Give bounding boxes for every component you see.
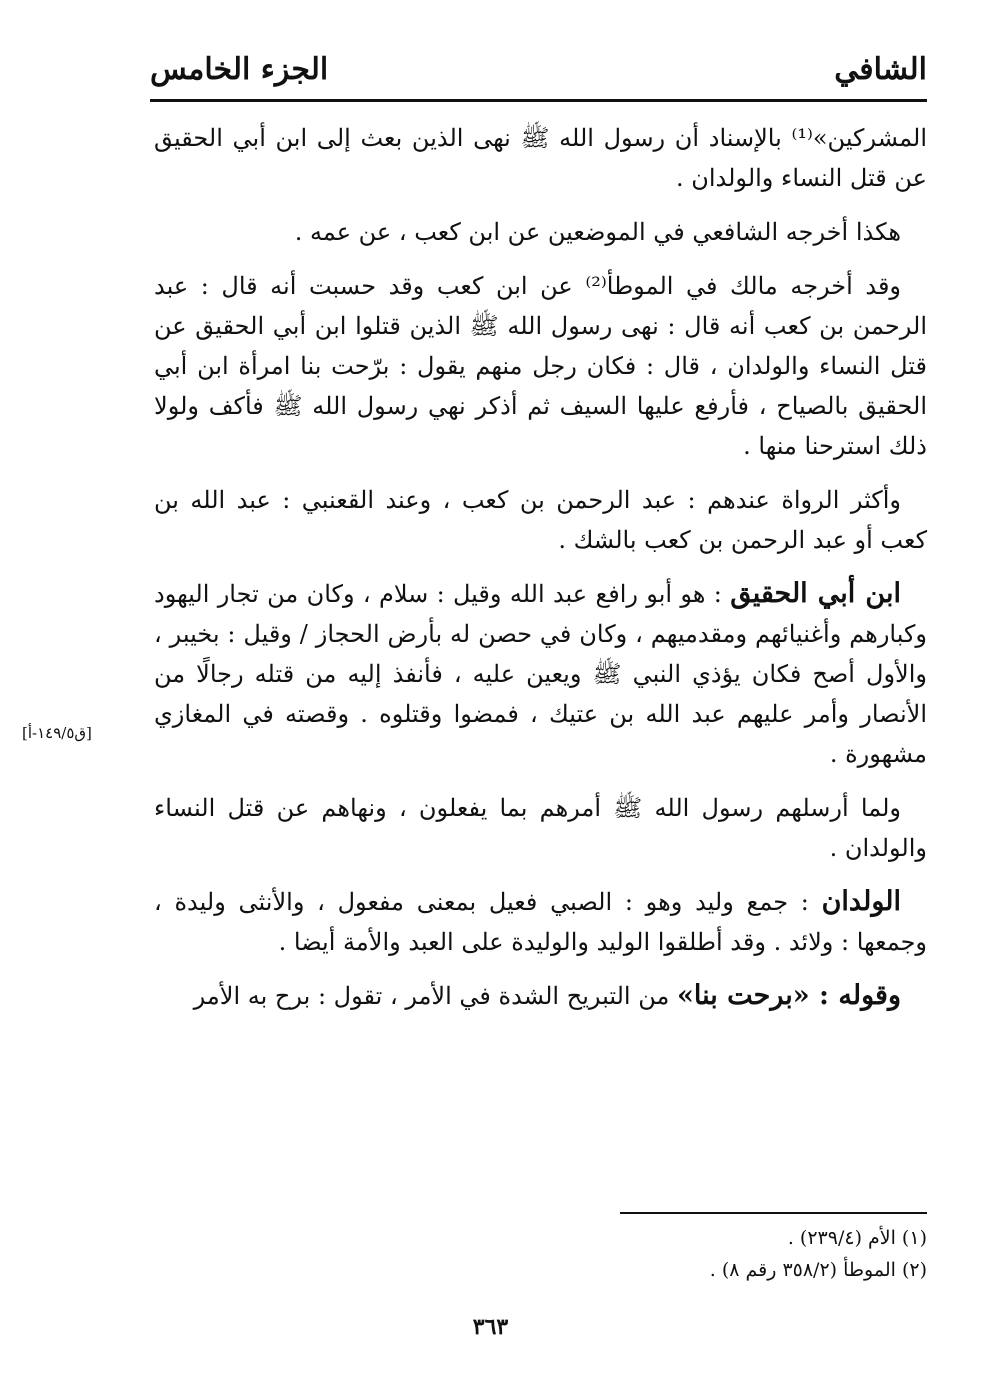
header-volume-title: الجزء الخامس xyxy=(150,52,329,87)
paragraph-4 xyxy=(154,480,927,560)
paragraph-text: المشركين»⁽¹⁾ بالإسناد أن رسول الله ﷺ نهى الذين بعث إلى ابن أبي الحقيق عن قتل النساء والولدان . xyxy=(154,124,927,192)
term-heading: وقوله : «برحت بنا» xyxy=(676,980,901,1011)
term-heading: ابن أبي الحقيق xyxy=(730,578,901,609)
page-number: ٣٦٣ xyxy=(472,1314,509,1340)
paragraph-6 xyxy=(154,788,927,868)
paragraph-text: : جمع وليد وهو : الصبي فعيل بمعنى مفعول ، والأنثى وليدة ، وجمعها : ولائد . وقد أطلقوا الوليد والوليدة على العبد والأمة أيضا . xyxy=(154,888,927,956)
paragraph-text: هكذا أخرجه الشافعي في الموضعين عن ابن كعب ، عن عمه . xyxy=(294,218,901,246)
paragraph-2 xyxy=(154,212,927,252)
paragraph-text: وقد أخرجه مالك في الموطأ⁽²⁾ عن ابن كعب وقد حسبت أنه قال : عبد الرحمن بن كعب أنه قال : نهى رسول الله ﷺ الذين قتلوا ابن أبي الحقيق عن قتل النساء والولدان ، قال : فكان رجل منهم يقول : برّحت بنا امرأة ابن أبي الحقيق بالصياح ، فأرفع عليها السيف ثم أذكر نهي رسول الله ﷺ فأكف ولولا ذلك استرحنا منها . xyxy=(154,272,927,460)
footnote-2: (٢) الموطأ (٣٥٨/٢ رقم ٨) . xyxy=(709,1259,927,1281)
paragraph-3 xyxy=(154,266,927,466)
running-header xyxy=(150,52,927,98)
paragraph-text: ولما أرسلهم رسول الله ﷺ أمرهم بما يفعلون ، ونهاهم عن قتل النساء والولدان . xyxy=(154,794,927,862)
footnotes xyxy=(154,1222,927,1286)
header-divider xyxy=(150,99,927,102)
footnote-1: (١) الأم (٢٣٩/٤) . xyxy=(787,1227,927,1249)
paragraph-text: وأكثر الرواة عندهم : عبد الرحمن بن كعب ، وعند القعنبي : عبد الله بن كعب أو عبد الرحمن بن كعب بالشك . xyxy=(154,486,927,554)
paragraph-text: من التبريح الشدة في الأمر ، تقول : برح به الأمر xyxy=(193,982,677,1010)
paragraph-5 xyxy=(154,574,927,774)
term-heading: الولدان xyxy=(821,886,901,917)
paragraph-text: : هو أبو رافع عبد الله وقيل : سلام ، وكان من تجار اليهود وكبارهم وأغنيائهم ومقدميهم ، وكان في حصن له بأرض الحجاز / وقيل : بخيبر ، والأول أصح فكان يؤذي النبي ﷺ ويعين عليه ، فأنفذ إليه من قتله رجالًا من الأنصار وأمر عليهم عبد الله بن عتيك ، فمضوا وقتلوه . وقصته في المغازي مشهورة . xyxy=(154,580,927,768)
manuscript-folio-note: [ق١٤٩/٥-أ] xyxy=(22,724,92,742)
paragraph-1 xyxy=(154,118,927,198)
main-text xyxy=(154,118,927,1030)
paragraph-8 xyxy=(154,976,927,1016)
footnote-divider xyxy=(620,1212,927,1214)
paragraph-7 xyxy=(154,882,927,962)
header-book-title: الشافي xyxy=(834,52,927,87)
